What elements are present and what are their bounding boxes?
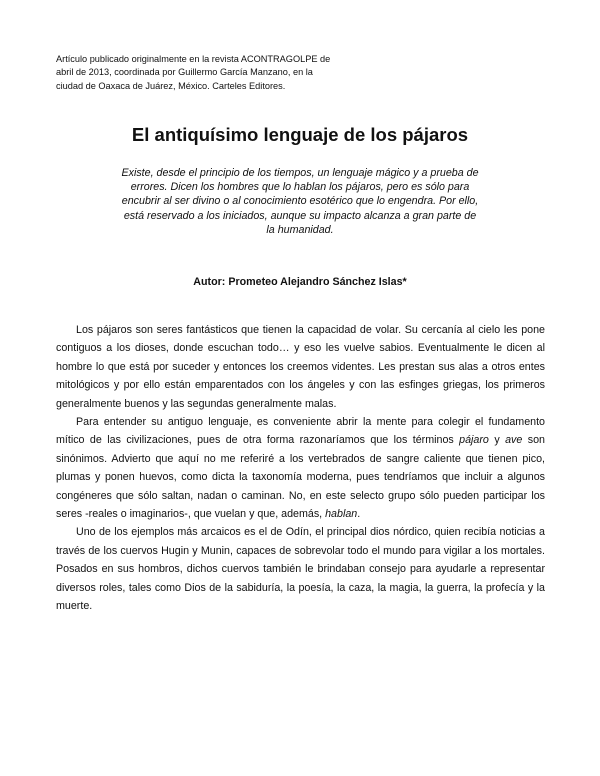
term-hablan: hablan — [325, 508, 358, 521]
article-title: El antiquísimo lenguaje de los pájaros — [131, 124, 469, 145]
publication-note-line: Artículo publicado originalmente en la revista ACONTRAGOLPE de — [56, 54, 331, 64]
term-ave: ave — [505, 434, 523, 447]
publication-note-line: ciudad de Oaxaca de Juárez, México. Carteles Editores. — [56, 80, 286, 91]
abstract-line: errores. Dicen los hombres que lo hablan los pájaros, pero es sólo para — [130, 181, 470, 194]
body-paragraph-3: Uno de los ejemplos más arcaicos es el de Odín, el principal dios nórdico, quien recibía noticias a través de los cuervos Hugin y Munin, capaces de sobrevolar todo el mundo para vigilar a los mortales. Posados en sus hombros, dichos cuervos también le brindaban consejo para ayudarle a representar diversos roles, tales como Dios de la sabiduría, la poesía, la caza, la magia, la guerra, la profecía y la muerte. — [56, 526, 545, 613]
paragraph-2-text: y — [488, 434, 506, 447]
body-paragraph-1: Los pájaros son seres fantásticos que tienen la capacidad de volar. Su cercanía al cielo les pone contiguos a los dioses, donde escuchan todo… y eso les vuelve sabios. Eventualmente le dicen al hombre lo que está por suceder y entonces los creemos videntes. Les prestan sus alas a otros entes mitológicos y por ello están emparentados con los ángeles y con las esfinges griegas, los primeros generalmente buenos y las segundas generalmente malas. — [56, 324, 545, 410]
paragraph-2-text: Para entender su antiguo lenguaje, es conveniente abrir la mente para colegir el fundamento mítico de las civilizaciones, pues de otra forma razonaríamos que los términos — [56, 416, 545, 447]
term-pajaro: pájaro — [459, 434, 489, 447]
article-author: Autor: Prometeo Alejandro Sánchez Islas* — [193, 276, 407, 288]
abstract-line: está reservado a los iniciados, aunque su impacto alcanza a gran parte de — [123, 209, 477, 222]
body-paragraph-2 — [56, 413, 545, 523]
paragraph-2-text: . — [357, 508, 361, 521]
abstract-line: Existe, desde el principio de los tiempos, un lenguaje mágico y a prueba de — [121, 167, 479, 179]
article-body — [56, 321, 545, 616]
article-abstract — [100, 166, 500, 237]
abstract-line: encubrir al ser divino o al conocimiento esotérico que lo engendra. Por ello, — [121, 195, 479, 208]
publication-note — [56, 53, 366, 93]
paragraph-2-text: son sinónimos. Advierto que aquí no me referiré a los vertebrados de sangre caliente que tienen pico, plumas y ponen huevos, como dicta la taxonomía moderna, pues tendríamos que incluir a algunos congéneres que sólo saltan, nadan o caminan. No, en este selecto grupo sólo pueden participar los seres -reales o imaginarios-, que vuelan y que, además, — [56, 434, 546, 521]
abstract-line: la humanidad. — [266, 223, 334, 236]
publication-note-line: abril de 2013, coordinada por Guillermo García Manzano, en la — [56, 67, 313, 78]
